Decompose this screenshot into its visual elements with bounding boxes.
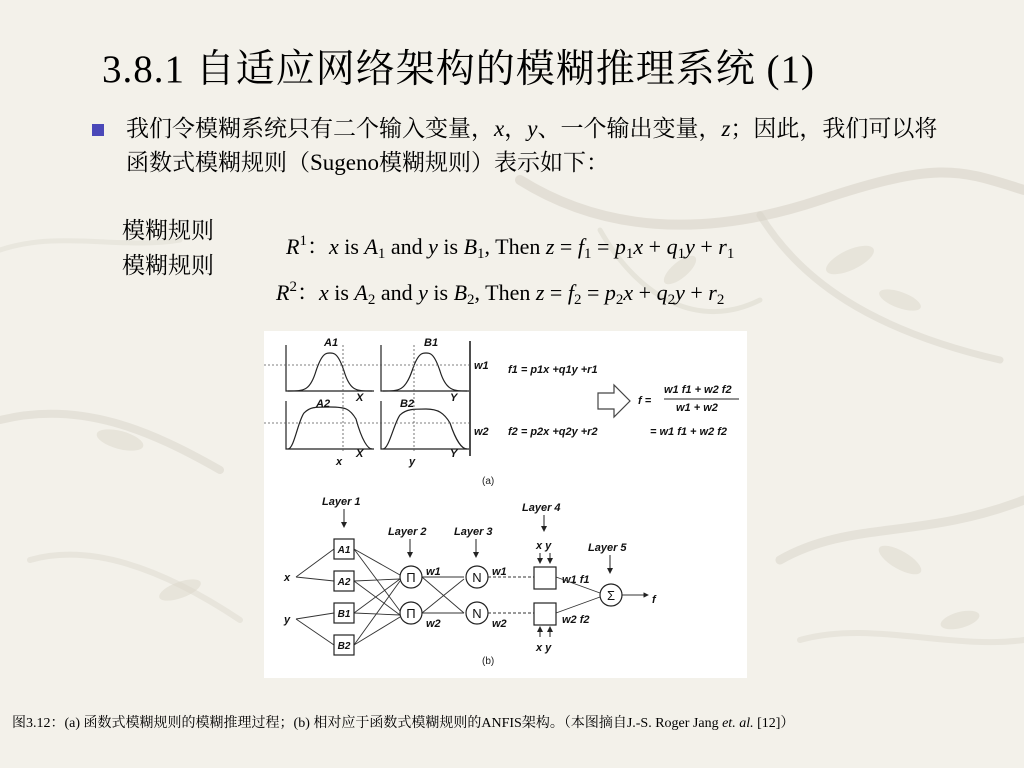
label-Y-bottom: Y <box>450 448 458 460</box>
f2-is1: is <box>328 280 355 305</box>
f2-f: f <box>567 280 574 305</box>
f-numerator: w1 f1 + w2 f2 <box>664 384 732 396</box>
f1-p-sub: 1 <box>625 246 634 262</box>
label-b: (b) <box>482 656 495 667</box>
f1-eq2: = <box>591 234 615 259</box>
f1-then: , Then <box>484 234 546 259</box>
label-a1: A1 <box>324 337 339 349</box>
label-a2: A2 <box>316 398 331 410</box>
w2-bar-label: w2 <box>492 618 507 630</box>
curve-b1 <box>383 353 467 391</box>
label-X-top: X <box>356 392 364 404</box>
caption-etal: et. al. <box>722 716 754 731</box>
caption-main: 图3.12：(a) 函数式模糊规则的模糊推理过程；(b) 相对应于函数式模糊规则的ANFIS架构。（本图摘自J.-S. Roger Jang <box>12 716 723 731</box>
bullet-square-icon <box>92 124 104 136</box>
f1-z: z <box>545 234 555 259</box>
f1-eq1: = <box>554 234 578 259</box>
f1-plus2: + <box>694 234 719 259</box>
f2-y2: y <box>675 280 685 305</box>
f2-B-sub: 2 <box>467 292 475 308</box>
f1-B: B <box>463 234 478 259</box>
layer5-label: Layer 5 <box>588 542 627 554</box>
output-f-label: f <box>652 594 656 606</box>
label-x-input: x <box>336 456 343 468</box>
label-b2: B2 <box>400 398 415 410</box>
caption-end: [12]） <box>753 716 795 731</box>
n2-symbol: N <box>472 606 482 621</box>
bullet-text-part2: 、一个输出变量， <box>537 116 722 141</box>
f1-f: f <box>577 234 584 259</box>
f1-A: A <box>364 234 378 259</box>
f-lhs: f = <box>638 395 652 407</box>
f1-plus1: + <box>643 234 667 259</box>
axes-b1 <box>381 345 469 391</box>
f2-eq2: = <box>581 280 605 305</box>
f1-colon: ： <box>306 234 329 259</box>
f1-y: y <box>428 234 438 259</box>
f2-A: A <box>354 280 368 305</box>
edges-y <box>296 613 334 645</box>
f1-is2: is <box>437 234 464 259</box>
label-w1-a: w1 <box>474 360 489 372</box>
pi1-symbol: Π <box>406 570 416 585</box>
label-w2-a: w2 <box>474 426 489 438</box>
f1-is1: is <box>338 234 365 259</box>
f2-R: R <box>276 280 290 305</box>
f2-f-sub: 2 <box>573 292 582 308</box>
f2-B: B <box>453 280 468 305</box>
label-b1: B1 <box>424 337 439 349</box>
axes-a1 <box>286 345 374 391</box>
bullet-text-part3: ；因此，我们可以将函数式模糊规则（Sugeno模糊规则）表示如下： <box>126 116 938 175</box>
f1-R: R <box>286 234 300 259</box>
rule-label-2: 模糊规则 <box>122 253 214 278</box>
f2-plus2: + <box>684 280 709 305</box>
anfis-figure-svg <box>264 331 747 678</box>
rule-label-1: 模糊规则 <box>122 218 214 243</box>
f-denominator: w1 + w2 <box>676 402 718 414</box>
node-b2-label: B2 <box>337 641 351 652</box>
label-a: (a) <box>482 476 495 487</box>
f1-y2: y <box>685 234 695 259</box>
f2-then: , Then <box>474 280 536 305</box>
w1-label: w1 <box>426 566 441 578</box>
f1-p: p <box>614 234 626 259</box>
rule-formula-2 <box>276 276 724 309</box>
n1-symbol: N <box>472 570 482 585</box>
bullet-text <box>126 112 942 180</box>
w1-bar-label: w1 <box>492 566 507 578</box>
page-title: 3.8.1 自适应网络架构的模糊推理系统 (1) <box>102 48 815 91</box>
node-a2-label: A2 <box>337 577 351 588</box>
f2-r-sub: 2 <box>716 292 725 308</box>
bullet-paragraph <box>92 112 942 180</box>
f1-f-sub: 1 <box>583 246 592 262</box>
f1-x: x <box>328 234 339 259</box>
axes-b2 <box>381 401 469 449</box>
curve-a2 <box>288 407 372 449</box>
w2f2-label: w2 f2 <box>562 614 590 626</box>
curve-b2 <box>383 409 467 449</box>
node-layer4-1 <box>534 567 556 589</box>
f2-colon: ： <box>296 280 319 305</box>
layer2-label: Layer 2 <box>388 526 427 538</box>
input-x-label: x <box>284 572 291 584</box>
f2-x2: x <box>623 280 634 305</box>
bullet-text-part1: 我们令模糊系统只有二个输入变量， <box>126 116 494 141</box>
xy-top-label: x y <box>536 540 552 552</box>
layer1-label: Layer 1 <box>322 496 361 508</box>
hollow-arrow-icon <box>598 385 630 417</box>
f1-x2: x <box>633 234 644 259</box>
f2-p: p <box>604 280 616 305</box>
f1-B-sub: 1 <box>477 246 485 262</box>
layer3-label: Layer 3 <box>454 526 493 538</box>
equation-f1: f1 = p1x +q1y +r1 <box>508 364 598 376</box>
var-y: y <box>527 116 538 141</box>
f2-R-sup: 2 <box>289 279 297 295</box>
bullet-sep: ， <box>504 116 528 141</box>
f1-and: and <box>385 234 429 259</box>
input-y-label: y <box>284 614 291 626</box>
node-a1-label: A1 <box>337 545 351 556</box>
f2-q-sub: 2 <box>667 292 676 308</box>
f1-R-sup: 1 <box>299 233 307 249</box>
label-Y-top: Y <box>450 392 458 404</box>
var-z: z <box>721 116 731 141</box>
w2-label: w2 <box>426 618 441 630</box>
f2-is2: is <box>427 280 454 305</box>
label-X-bottom: X <box>356 448 364 460</box>
f1-A-sub: 1 <box>377 246 386 262</box>
f2-plus1: + <box>633 280 657 305</box>
var-x: x <box>494 116 505 141</box>
xy-bottom-label: x y <box>536 642 552 654</box>
f2-x: x <box>318 280 329 305</box>
f2-y: y <box>418 280 428 305</box>
curve-a1 <box>288 353 372 391</box>
f2-z: z <box>535 280 545 305</box>
f2-q: q <box>656 280 668 305</box>
f2-r: r <box>708 280 717 305</box>
w1f1-label: w1 f1 <box>562 574 590 586</box>
f-line2: = w1 f1 + w2 f2 <box>650 426 728 438</box>
anfis-figure <box>264 331 747 678</box>
f2-p-sub: 2 <box>615 292 624 308</box>
node-layer4-2 <box>534 603 556 625</box>
edges-n <box>488 577 534 613</box>
pi2-symbol: Π <box>406 606 416 621</box>
edges-x <box>296 549 334 581</box>
equation-f2: f2 = p2x +q2y +r2 <box>508 426 598 438</box>
f1-q: q <box>666 234 678 259</box>
f1-r-sub: 1 <box>726 246 735 262</box>
node-b1-label: B1 <box>337 609 351 620</box>
sigma-symbol: Σ <box>606 588 616 603</box>
f1-r: r <box>718 234 727 259</box>
f2-A-sub: 2 <box>367 292 376 308</box>
figure-caption <box>12 712 794 732</box>
label-y-input: y <box>409 456 416 468</box>
rule-formula-1 <box>286 230 734 263</box>
f1-q-sub: 1 <box>677 246 686 262</box>
layer4-label: Layer 4 <box>522 502 561 514</box>
f2-eq1: = <box>544 280 568 305</box>
f2-and: and <box>375 280 419 305</box>
